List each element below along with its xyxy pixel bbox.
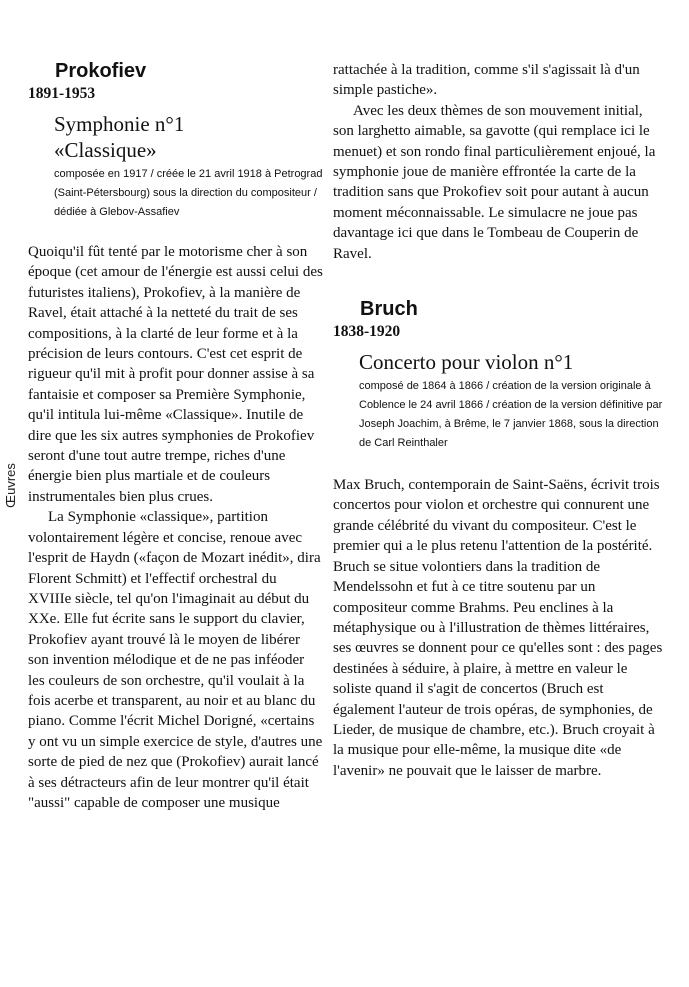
work-note: composée en 1917 / créée le 21 avril 1918 à Petrograd (Saint-Pétersbourg) sous la direction du compositeur / dédiée à Glebov-Assafiev: [54, 168, 323, 218]
paragraph: rattachée à la tradition, comme s'il s'agissait là d'un simple pastiche».: [333, 62, 640, 99]
work-title-line-1: Symphonie n°1: [54, 112, 185, 136]
body-text: [333, 475, 665, 781]
composer-name: Prokofiev: [55, 60, 147, 82]
paragraph: Max Bruch, contemporain de Saint-Saëns, écrivit trois concertos pour violon et orchestre qui connurent une grande célébrité du vivant du compositeur. C'est le premier qui a le plus retenu l'attention de la postérité. Bruch se situe volontiers dans la tradition de Mendelssohn et fut à ce titre soutenu par un compositeur comme Brahms. Peu enclines à la métaphysique ou à l'illustration de thèmes littéraires, ses œuvres se donnent pour ce qu'elles sont : des pages destinées à séduire, à plaire, à mettre en valeur le soliste quand il s'agit de concertos (Bruch est également l'auteur de trois opéras, de symphonies, de Lieder, de musique de chambre, etc.). Bruch croyait à la musique pour elle-même, la musique dite «de l'avenir» ne pouvait que le laisser de marbre.: [333, 477, 663, 779]
body-text: [28, 242, 323, 813]
section-side-label: Œuvres: [2, 463, 18, 508]
paragraph: Quoiqu'il fût tenté par le motorisme cher à son époque (cet amour de l'énergie est aussi celui des futuristes italiens), Prokofiev, à la manière de Ravel, était attaché à la netteté du trait de ses compositions, à la clarté de leur forme et à la précision de leurs contours. C'est cet esprit de rigueur qu'il mit à profit pour donner assise à sa fantaisie et composer sa Première Symphonie, qu'il intitula lui-même «Classique». Inutile de dire que les six autres symphonies de Prokofiev seront d'une tout autre trempe, riches d'une énergie bien plus martiale et de couleurs instrumentales bien plus crues.: [28, 244, 323, 505]
right-column: [333, 60, 665, 781]
composer-name: Bruch: [360, 298, 418, 321]
composer-dates: 1891-1953: [28, 85, 96, 102]
work-title-line-2: «Classique»: [54, 138, 157, 162]
work-title: Concerto pour violon n°1: [359, 350, 574, 375]
left-column: [28, 60, 323, 813]
work-note: composé de 1864 à 1866 / création de la version originale à Coblence le 24 avril 1866 / création de la version définitive par Joseph Joachim, à Brême, le 7 janvier 1868, sous la direction de Carl Reinthaler: [359, 380, 663, 450]
body-text: [333, 60, 665, 264]
paragraph: Avec les deux thèmes de son mouvement initial, son larghetto aimable, sa gavotte (qui remplace ici le menuet) et son rondo final particulièrement enjoué, la symphonie joue de manière effrontée la carte de la tradition sans que Prokofiev soit pour autant à aucun moment méconnaissable. Le simulacre ne joue pas davantage ici que dans le Tombeau de Couperin de Ravel.: [333, 102, 656, 262]
work-block: [359, 349, 665, 453]
composer-dates: 1838-1920: [333, 323, 401, 341]
work-block: [54, 111, 323, 222]
paragraph: La Symphonie «classique», partition volontairement légère et concise, renoue avec l'esprit de Haydn («façon de Mozart inédit», dira Florent Schmitt) et l'effectif orchestral du XVIIIe siècle, tel qu'on l'imaginait au début du XXe. Elle fut écrite sans le support du clavier, Prokofiev ayant trouvé là le moyen de libérer son invention mélodique et de ne pas inféoder les couleurs de son orchestre, qu'il voulait à la fois acerbe et transparent, au noir et au blanc du piano. Comme l'écrit Michel Dorigné, «certains y ont vu un simple exercice de style, d'autres une sorte de pied de nez que (Prokofiev) aurait lancé à ses détracteurs afin de leur montrer qu'il était "aussi" capable de composer une musique: [28, 509, 323, 811]
